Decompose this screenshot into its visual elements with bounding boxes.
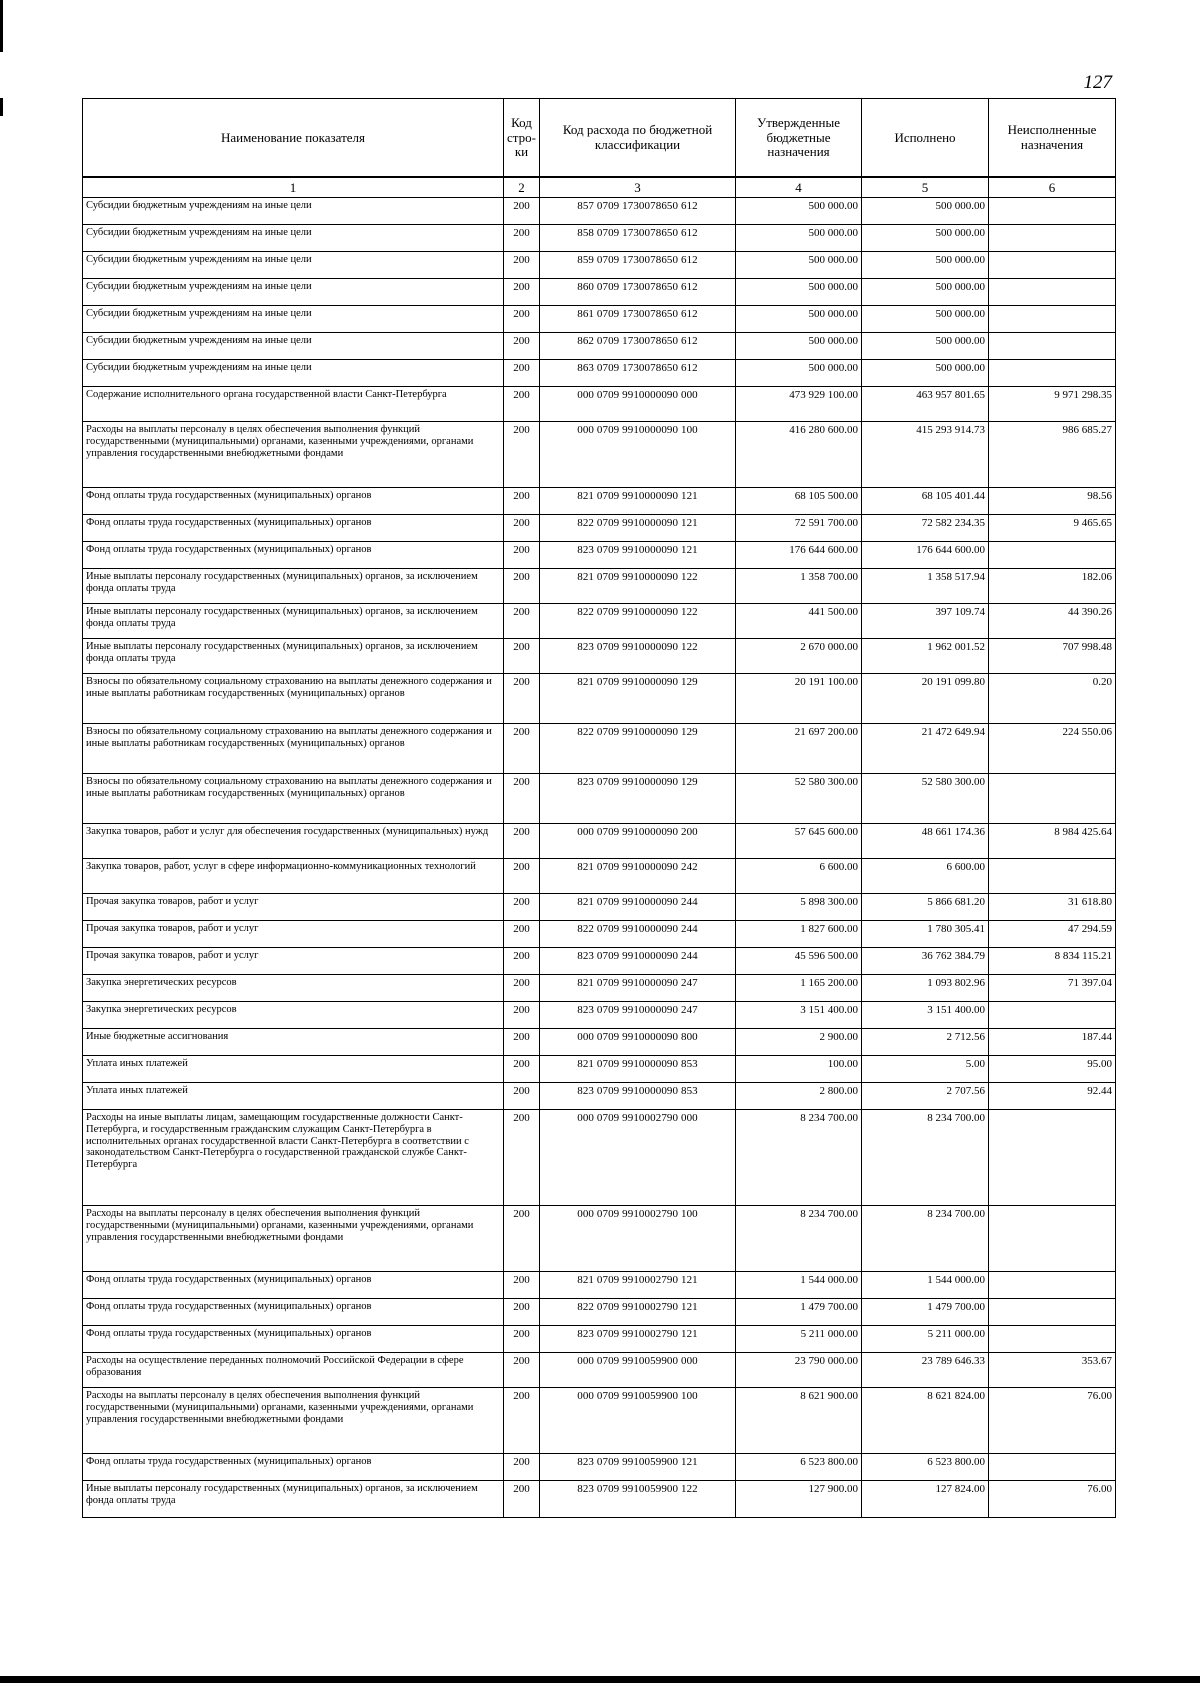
table-row [83, 948, 1116, 975]
table-row [83, 225, 1116, 252]
header-line-code: Код стро-ки [504, 99, 540, 178]
row-approved: 500 000.00 [736, 360, 862, 387]
row-name: Субсидии бюджетным учреждениям на иные цели [83, 360, 504, 387]
row-expense-code: 000 0709 9910000090 200 [540, 824, 736, 859]
row-approved: 176 644 600.00 [736, 542, 862, 569]
table-row [83, 1353, 1116, 1388]
table-row [83, 1272, 1116, 1299]
row-approved: 8 621 900.00 [736, 1388, 862, 1454]
row-name: Прочая закупка товаров, работ и услуг [83, 894, 504, 921]
table-row [83, 859, 1116, 894]
row-line-code: 200 [504, 422, 540, 488]
row-name: Прочая закупка товаров, работ и услуг [83, 948, 504, 975]
row-approved: 45 596 500.00 [736, 948, 862, 975]
row-unexecuted: 707 998.48 [989, 639, 1116, 674]
row-approved: 500 000.00 [736, 279, 862, 306]
row-unexecuted [989, 279, 1116, 306]
row-executed: 5 866 681.20 [862, 894, 989, 921]
row-line-code: 200 [504, 488, 540, 515]
row-unexecuted: 98.56 [989, 488, 1116, 515]
page-number: 127 [1083, 72, 1112, 93]
row-unexecuted: 8 834 115.21 [989, 948, 1116, 975]
row-executed: 415 293 914.73 [862, 422, 989, 488]
row-unexecuted [989, 1326, 1116, 1353]
row-approved: 6 523 800.00 [736, 1454, 862, 1481]
row-name: Иные выплаты персоналу государственных (муниципальных) органов, за исключением фонда оплаты труда [83, 639, 504, 674]
row-expense-code: 821 0709 9910000090 242 [540, 859, 736, 894]
row-line-code: 200 [504, 1110, 540, 1206]
row-executed: 5.00 [862, 1056, 989, 1083]
row-expense-code: 821 0709 9910000090 247 [540, 975, 736, 1002]
row-executed: 21 472 649.94 [862, 724, 989, 774]
row-line-code: 200 [504, 1083, 540, 1110]
row-approved: 1 544 000.00 [736, 1272, 862, 1299]
row-expense-code: 823 0709 9910002790 121 [540, 1326, 736, 1353]
row-name: Фонд оплаты труда государственных (муниципальных) органов [83, 1454, 504, 1481]
table-row [83, 1029, 1116, 1056]
scan-bottom-edge [0, 1676, 1200, 1683]
row-approved: 2 670 000.00 [736, 639, 862, 674]
row-line-code: 200 [504, 824, 540, 859]
row-unexecuted [989, 225, 1116, 252]
row-line-code: 200 [504, 1002, 540, 1029]
row-name: Субсидии бюджетным учреждениям на иные цели [83, 279, 504, 306]
row-line-code: 200 [504, 569, 540, 604]
header-indicator-name: Наименование показателя [83, 99, 504, 178]
row-unexecuted: 92.44 [989, 1083, 1116, 1110]
row-expense-code: 822 0709 9910000090 121 [540, 515, 736, 542]
row-unexecuted: 9 971 298.35 [989, 387, 1116, 422]
row-expense-code: 823 0709 9910000090 244 [540, 948, 736, 975]
row-name: Расходы на выплаты персоналу в целях обеспечения выполнения функций государственными (муниципальными) органами, казенными учреждениями, органами управления государственными внебюджетными фондами [83, 1206, 504, 1272]
table-row [83, 921, 1116, 948]
row-unexecuted: 71 397.04 [989, 975, 1116, 1002]
row-approved: 5 898 300.00 [736, 894, 862, 921]
row-unexecuted: 31 618.80 [989, 894, 1116, 921]
row-approved: 500 000.00 [736, 252, 862, 279]
row-approved: 500 000.00 [736, 333, 862, 360]
row-name: Взносы по обязательному социальному страхованию на выплаты денежного содержания и иные выплаты работникам государственных (муниципальных) органов [83, 674, 504, 724]
row-name: Прочая закупка товаров, работ и услуг [83, 921, 504, 948]
row-approved: 1 479 700.00 [736, 1299, 862, 1326]
row-approved: 1 358 700.00 [736, 569, 862, 604]
row-line-code: 200 [504, 674, 540, 724]
row-name: Взносы по обязательному социальному страхованию на выплаты денежного содержания и иные выплаты работникам государственных (муниципальных) органов [83, 774, 504, 824]
row-executed: 8 234 700.00 [862, 1110, 989, 1206]
row-executed: 36 762 384.79 [862, 948, 989, 975]
row-name: Расходы на иные выплаты лицам, замещающим государственные должности Санкт-Петербурга, и государственным гражданским служащим Санкт-Петербурга в исполнительных органах государственной власти Санкт-Петербурга в соответствии с законодательством Санкт-Петербурга о государственной гражданской службе Санкт-Петербурга [83, 1110, 504, 1206]
row-name: Уплата иных платежей [83, 1083, 504, 1110]
row-executed: 127 824.00 [862, 1481, 989, 1518]
table-row [83, 604, 1116, 639]
row-approved: 5 211 000.00 [736, 1326, 862, 1353]
row-unexecuted: 986 685.27 [989, 422, 1116, 488]
row-unexecuted: 44 390.26 [989, 604, 1116, 639]
row-approved: 68 105 500.00 [736, 488, 862, 515]
row-executed: 68 105 401.44 [862, 488, 989, 515]
row-executed: 23 789 646.33 [862, 1353, 989, 1388]
row-expense-code: 821 0709 9910000090 853 [540, 1056, 736, 1083]
column-number: 1 [83, 177, 504, 198]
row-name: Субсидии бюджетным учреждениям на иные цели [83, 333, 504, 360]
header-unexecuted: Неисполненные назначения [989, 99, 1116, 178]
row-unexecuted [989, 1272, 1116, 1299]
table-row [83, 252, 1116, 279]
row-unexecuted [989, 1002, 1116, 1029]
row-expense-code: 822 0709 9910000090 129 [540, 724, 736, 774]
row-executed: 8 234 700.00 [862, 1206, 989, 1272]
budget-execution-table [82, 98, 1116, 1518]
row-unexecuted [989, 333, 1116, 360]
table-row [83, 1206, 1116, 1272]
table-row [83, 422, 1116, 488]
table-row [83, 279, 1116, 306]
row-approved: 500 000.00 [736, 306, 862, 333]
row-unexecuted: 8 984 425.64 [989, 824, 1116, 859]
table-row [83, 1083, 1116, 1110]
row-approved: 1 827 600.00 [736, 921, 862, 948]
row-unexecuted: 0.20 [989, 674, 1116, 724]
row-expense-code: 821 0709 9910000090 244 [540, 894, 736, 921]
row-name: Субсидии бюджетным учреждениям на иные цели [83, 306, 504, 333]
row-unexecuted [989, 198, 1116, 225]
row-line-code: 200 [504, 306, 540, 333]
row-executed: 5 211 000.00 [862, 1326, 989, 1353]
table-row [83, 975, 1116, 1002]
column-number: 5 [862, 177, 989, 198]
row-executed: 500 000.00 [862, 333, 989, 360]
header-row [83, 99, 1116, 178]
row-executed: 500 000.00 [862, 360, 989, 387]
table-row [83, 306, 1116, 333]
row-line-code: 200 [504, 542, 540, 569]
row-line-code: 200 [504, 279, 540, 306]
row-name: Закупка товаров, работ и услуг для обеспечения государственных (муниципальных) нужд [83, 824, 504, 859]
row-approved: 72 591 700.00 [736, 515, 862, 542]
row-unexecuted: 76.00 [989, 1388, 1116, 1454]
row-line-code: 200 [504, 774, 540, 824]
table-row [83, 674, 1116, 724]
row-line-code: 200 [504, 639, 540, 674]
table-row [83, 1481, 1116, 1518]
row-unexecuted [989, 252, 1116, 279]
row-name: Иные выплаты персоналу государственных (муниципальных) органов, за исключением фонда оплаты труда [83, 1481, 504, 1518]
row-executed: 1 358 517.94 [862, 569, 989, 604]
row-name: Фонд оплаты труда государственных (муниципальных) органов [83, 1326, 504, 1353]
row-name: Уплата иных платежей [83, 1056, 504, 1083]
row-expense-code: 823 0709 9910000090 853 [540, 1083, 736, 1110]
table-row [83, 1326, 1116, 1353]
row-unexecuted: 95.00 [989, 1056, 1116, 1083]
row-name: Иные бюджетные ассигнования [83, 1029, 504, 1056]
table-row [83, 488, 1116, 515]
row-line-code: 200 [504, 1299, 540, 1326]
row-line-code: 200 [504, 225, 540, 252]
row-expense-code: 821 0709 9910000090 121 [540, 488, 736, 515]
row-unexecuted: 47 294.59 [989, 921, 1116, 948]
column-number-row [83, 177, 1116, 198]
row-executed: 72 582 234.35 [862, 515, 989, 542]
row-executed: 1 479 700.00 [862, 1299, 989, 1326]
table-row [83, 1056, 1116, 1083]
row-executed: 8 621 824.00 [862, 1388, 989, 1454]
table-row [83, 569, 1116, 604]
scan-edge-mark [0, 98, 3, 116]
row-approved: 473 929 100.00 [736, 387, 862, 422]
row-approved: 441 500.00 [736, 604, 862, 639]
row-name: Содержание исполнительного органа государственной власти Санкт-Петербурга [83, 387, 504, 422]
row-expense-code: 858 0709 1730078650 612 [540, 225, 736, 252]
row-unexecuted: 224 550.06 [989, 724, 1116, 774]
row-name: Взносы по обязательному социальному страхованию на выплаты денежного содержания и иные выплаты работникам государственных (муниципальных) органов [83, 724, 504, 774]
table-row [83, 198, 1116, 225]
row-line-code: 200 [504, 1353, 540, 1388]
column-number: 4 [736, 177, 862, 198]
table-row [83, 1110, 1116, 1206]
row-expense-code: 000 0709 9910000090 100 [540, 422, 736, 488]
row-expense-code: 822 0709 9910000090 244 [540, 921, 736, 948]
row-approved: 6 600.00 [736, 859, 862, 894]
row-name: Закупка товаров, работ, услуг в сфере информационно-коммуникационных технологий [83, 859, 504, 894]
row-approved: 57 645 600.00 [736, 824, 862, 859]
row-line-code: 200 [504, 1206, 540, 1272]
table-row [83, 774, 1116, 824]
row-name: Фонд оплаты труда государственных (муниципальных) органов [83, 542, 504, 569]
row-approved: 1 165 200.00 [736, 975, 862, 1002]
table-row [83, 542, 1116, 569]
table-row [83, 1454, 1116, 1481]
row-line-code: 200 [504, 1056, 540, 1083]
row-unexecuted [989, 859, 1116, 894]
row-executed: 500 000.00 [862, 279, 989, 306]
row-unexecuted: 182.06 [989, 569, 1116, 604]
row-expense-code: 857 0709 1730078650 612 [540, 198, 736, 225]
row-expense-code: 862 0709 1730078650 612 [540, 333, 736, 360]
row-unexecuted [989, 1110, 1116, 1206]
table-row [83, 639, 1116, 674]
table-row [83, 1388, 1116, 1454]
row-executed: 1 093 802.96 [862, 975, 989, 1002]
row-name: Фонд оплаты труда государственных (муниципальных) органов [83, 515, 504, 542]
row-executed: 2 712.56 [862, 1029, 989, 1056]
row-approved: 8 234 700.00 [736, 1110, 862, 1206]
row-approved: 52 580 300.00 [736, 774, 862, 824]
row-expense-code: 000 0709 9910000090 800 [540, 1029, 736, 1056]
table-row [83, 333, 1116, 360]
row-expense-code: 823 0709 9910000090 121 [540, 542, 736, 569]
header-executed: Исполнено [862, 99, 989, 178]
row-line-code: 200 [504, 1272, 540, 1299]
row-name: Закупка энергетических ресурсов [83, 975, 504, 1002]
row-expense-code: 859 0709 1730078650 612 [540, 252, 736, 279]
row-expense-code: 863 0709 1730078650 612 [540, 360, 736, 387]
row-expense-code: 822 0709 9910000090 122 [540, 604, 736, 639]
row-expense-code: 823 0709 9910000090 129 [540, 774, 736, 824]
row-name: Расходы на выплаты персоналу в целях обеспечения выполнения функций государственными (муниципальными) органами, казенными учреждениями, органами управления государственными внебюджетными фондами [83, 1388, 504, 1454]
row-expense-code: 821 0709 9910002790 121 [540, 1272, 736, 1299]
row-unexecuted: 76.00 [989, 1481, 1116, 1518]
row-approved: 2 800.00 [736, 1083, 862, 1110]
row-line-code: 200 [504, 724, 540, 774]
table-row [83, 1299, 1116, 1326]
row-approved: 416 280 600.00 [736, 422, 862, 488]
table-row [83, 360, 1116, 387]
row-line-code: 200 [504, 1481, 540, 1518]
row-line-code: 200 [504, 387, 540, 422]
table-row [83, 894, 1116, 921]
scan-edge-mark [0, 0, 3, 52]
row-expense-code: 823 0709 9910059900 122 [540, 1481, 736, 1518]
row-executed: 20 191 099.80 [862, 674, 989, 724]
row-executed: 1 962 001.52 [862, 639, 989, 674]
row-expense-code: 821 0709 9910000090 129 [540, 674, 736, 724]
row-unexecuted [989, 542, 1116, 569]
row-executed: 500 000.00 [862, 306, 989, 333]
row-unexecuted [989, 1454, 1116, 1481]
row-line-code: 200 [504, 360, 540, 387]
row-executed: 500 000.00 [862, 252, 989, 279]
row-executed: 1 544 000.00 [862, 1272, 989, 1299]
row-unexecuted: 187.44 [989, 1029, 1116, 1056]
row-expense-code: 821 0709 9910000090 122 [540, 569, 736, 604]
row-executed: 6 600.00 [862, 859, 989, 894]
row-name: Закупка энергетических ресурсов [83, 1002, 504, 1029]
row-approved: 23 790 000.00 [736, 1353, 862, 1388]
row-name: Расходы на выплаты персоналу в целях обеспечения выполнения функций государственными (муниципальными) органами, казенными учреждениями, органами управления государственными внебюджетными фондами [83, 422, 504, 488]
row-name: Субсидии бюджетным учреждениям на иные цели [83, 252, 504, 279]
row-name: Фонд оплаты труда государственных (муниципальных) органов [83, 1299, 504, 1326]
column-number: 3 [540, 177, 736, 198]
row-expense-code: 822 0709 9910002790 121 [540, 1299, 736, 1326]
row-expense-code: 000 0709 9910002790 000 [540, 1110, 736, 1206]
row-line-code: 200 [504, 859, 540, 894]
row-approved: 127 900.00 [736, 1481, 862, 1518]
row-expense-code: 861 0709 1730078650 612 [540, 306, 736, 333]
row-expense-code: 823 0709 9910059900 121 [540, 1454, 736, 1481]
row-approved: 2 900.00 [736, 1029, 862, 1056]
row-expense-code: 000 0709 9910059900 000 [540, 1353, 736, 1388]
row-name: Иные выплаты персоналу государственных (муниципальных) органов, за исключением фонда оплаты труда [83, 604, 504, 639]
row-executed: 397 109.74 [862, 604, 989, 639]
row-executed: 1 780 305.41 [862, 921, 989, 948]
row-line-code: 200 [504, 333, 540, 360]
table-row [83, 387, 1116, 422]
row-line-code: 200 [504, 1388, 540, 1454]
row-line-code: 200 [504, 921, 540, 948]
row-line-code: 200 [504, 948, 540, 975]
row-executed: 52 580 300.00 [862, 774, 989, 824]
row-approved: 500 000.00 [736, 225, 862, 252]
row-expense-code: 823 0709 9910000090 122 [540, 639, 736, 674]
row-name: Фонд оплаты труда государственных (муниципальных) органов [83, 488, 504, 515]
row-executed: 463 957 801.65 [862, 387, 989, 422]
row-line-code: 200 [504, 975, 540, 1002]
row-unexecuted [989, 1206, 1116, 1272]
column-number: 6 [989, 177, 1116, 198]
row-expense-code: 000 0709 9910059900 100 [540, 1388, 736, 1454]
row-approved: 20 191 100.00 [736, 674, 862, 724]
header-approved: Утвержденные бюджетные назначения [736, 99, 862, 178]
row-expense-code: 823 0709 9910000090 247 [540, 1002, 736, 1029]
header-expense-code: Код расхода по бюджетной классификации [540, 99, 736, 178]
table-row [83, 724, 1116, 774]
row-line-code: 200 [504, 1326, 540, 1353]
row-approved: 21 697 200.00 [736, 724, 862, 774]
row-approved: 8 234 700.00 [736, 1206, 862, 1272]
column-number: 2 [504, 177, 540, 198]
row-expense-code: 000 0709 9910000090 000 [540, 387, 736, 422]
row-line-code: 200 [504, 515, 540, 542]
row-line-code: 200 [504, 198, 540, 225]
row-approved: 500 000.00 [736, 198, 862, 225]
row-expense-code: 860 0709 1730078650 612 [540, 279, 736, 306]
row-unexecuted: 9 465.65 [989, 515, 1116, 542]
row-name: Фонд оплаты труда государственных (муниципальных) органов [83, 1272, 504, 1299]
row-approved: 3 151 400.00 [736, 1002, 862, 1029]
row-name: Иные выплаты персоналу государственных (муниципальных) органов, за исключением фонда оплаты труда [83, 569, 504, 604]
row-name: Субсидии бюджетным учреждениям на иные цели [83, 198, 504, 225]
row-executed: 500 000.00 [862, 198, 989, 225]
table-row [83, 1002, 1116, 1029]
row-executed: 2 707.56 [862, 1083, 989, 1110]
row-name: Субсидии бюджетным учреждениям на иные цели [83, 225, 504, 252]
row-line-code: 200 [504, 1454, 540, 1481]
row-line-code: 200 [504, 894, 540, 921]
row-approved: 100.00 [736, 1056, 862, 1083]
row-name: Расходы на осуществление переданных полномочий Российской Федерации в сфере образования [83, 1353, 504, 1388]
row-line-code: 200 [504, 604, 540, 639]
row-unexecuted [989, 360, 1116, 387]
row-executed: 48 661 174.36 [862, 824, 989, 859]
row-line-code: 200 [504, 252, 540, 279]
row-line-code: 200 [504, 1029, 540, 1056]
row-unexecuted [989, 1299, 1116, 1326]
row-unexecuted: 353.67 [989, 1353, 1116, 1388]
row-expense-code: 000 0709 9910002790 100 [540, 1206, 736, 1272]
table-row [83, 515, 1116, 542]
row-unexecuted [989, 306, 1116, 333]
row-executed: 500 000.00 [862, 225, 989, 252]
row-executed: 3 151 400.00 [862, 1002, 989, 1029]
row-executed: 176 644 600.00 [862, 542, 989, 569]
row-executed: 6 523 800.00 [862, 1454, 989, 1481]
row-unexecuted [989, 774, 1116, 824]
table-row [83, 824, 1116, 859]
